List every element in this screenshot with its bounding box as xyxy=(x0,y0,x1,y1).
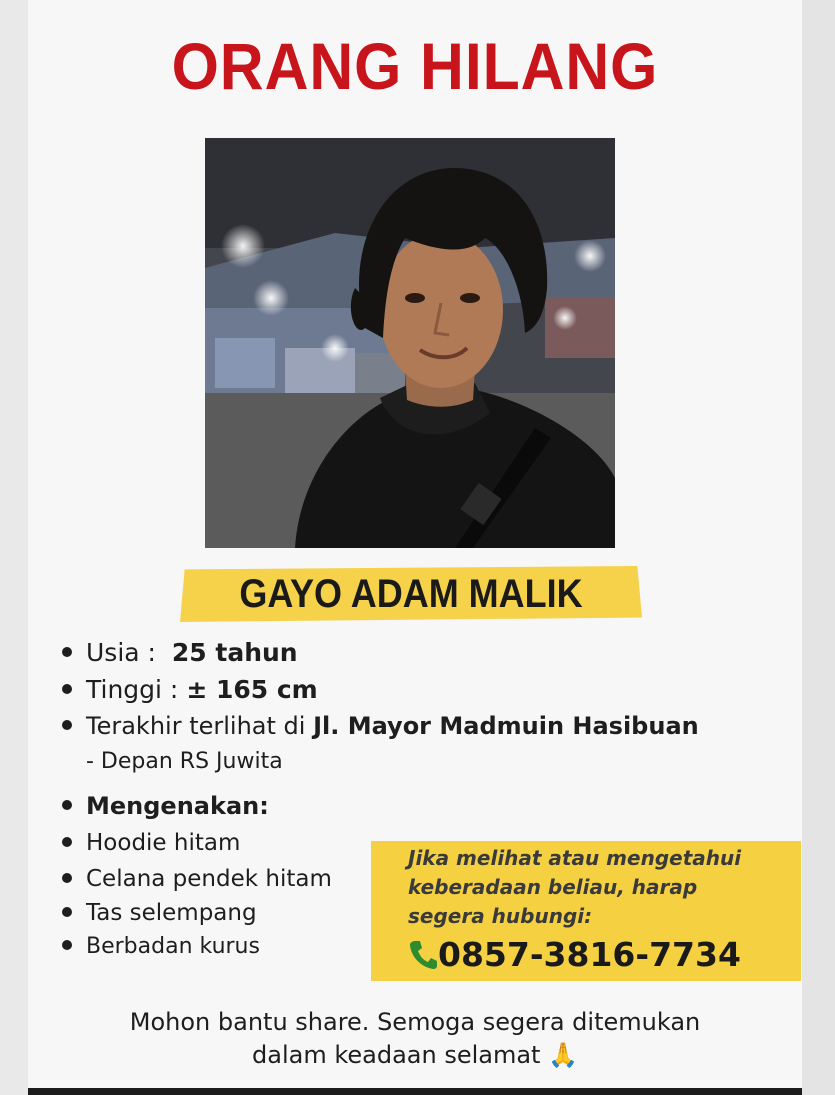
wearing-heading: Mengenakan: xyxy=(86,792,269,820)
bullet-icon xyxy=(62,720,72,730)
wearing-item-text: Berbadan kurus xyxy=(86,934,260,959)
person-portrait-illustration xyxy=(205,138,615,548)
bullet-icon xyxy=(62,647,72,657)
age-value: 25 tahun xyxy=(171,638,298,667)
person-name: GAYO ADAM MALIK xyxy=(239,572,583,616)
side-margin xyxy=(802,0,835,1095)
bullet-icon xyxy=(62,684,72,694)
praying-hands-icon: 🙏 xyxy=(548,1041,578,1069)
phone-icon xyxy=(408,938,438,970)
phone-number-line[interactable] xyxy=(408,935,741,974)
wearing-item xyxy=(62,866,332,892)
height-label: Tinggi : xyxy=(86,675,179,704)
wearing-heading-line xyxy=(62,792,269,820)
footer-line-2-text: dalam keadaan selamat xyxy=(252,1041,541,1069)
last-seen-line xyxy=(62,712,699,740)
last-seen-location: Jl. Mayor Madmuin Hasibuan xyxy=(313,712,699,740)
bullet-icon xyxy=(62,940,72,950)
missing-person-photo xyxy=(205,138,615,548)
last-seen-label: Terakhir terlihat di xyxy=(86,712,306,740)
height-line xyxy=(62,675,318,704)
wearing-item xyxy=(62,830,240,856)
bullet-icon xyxy=(62,837,72,847)
bullet-icon xyxy=(62,800,72,810)
poster-headline: ORANG HILANG xyxy=(171,29,659,103)
contact-line-1: Jika melihat atau mengetahui xyxy=(408,846,742,870)
age-label: Usia : xyxy=(86,638,156,667)
phone-number: 0857-3816-7734 xyxy=(438,935,741,974)
height-value: ± 165 cm xyxy=(186,675,318,704)
wearing-item-text: Tas selempang xyxy=(86,900,257,926)
wearing-item-text: Celana pendek hitam xyxy=(86,866,332,892)
contact-line-2: keberadaan beliau, harap xyxy=(408,875,698,899)
bullet-icon xyxy=(62,873,72,883)
contact-line-3: segera hubungi: xyxy=(408,904,593,928)
wearing-item-text: Hoodie hitam xyxy=(86,830,241,856)
footer-line-1: Mohon bantu share. Semoga segera ditemukan xyxy=(129,1008,701,1036)
footer-line-2 xyxy=(28,1041,802,1069)
wearing-item xyxy=(62,900,257,926)
bottom-border xyxy=(28,1088,802,1095)
bullet-icon xyxy=(62,907,72,917)
last-seen-detail: - Depan RS Juwita xyxy=(86,749,283,774)
wearing-item xyxy=(62,934,260,959)
age-line xyxy=(62,638,298,667)
